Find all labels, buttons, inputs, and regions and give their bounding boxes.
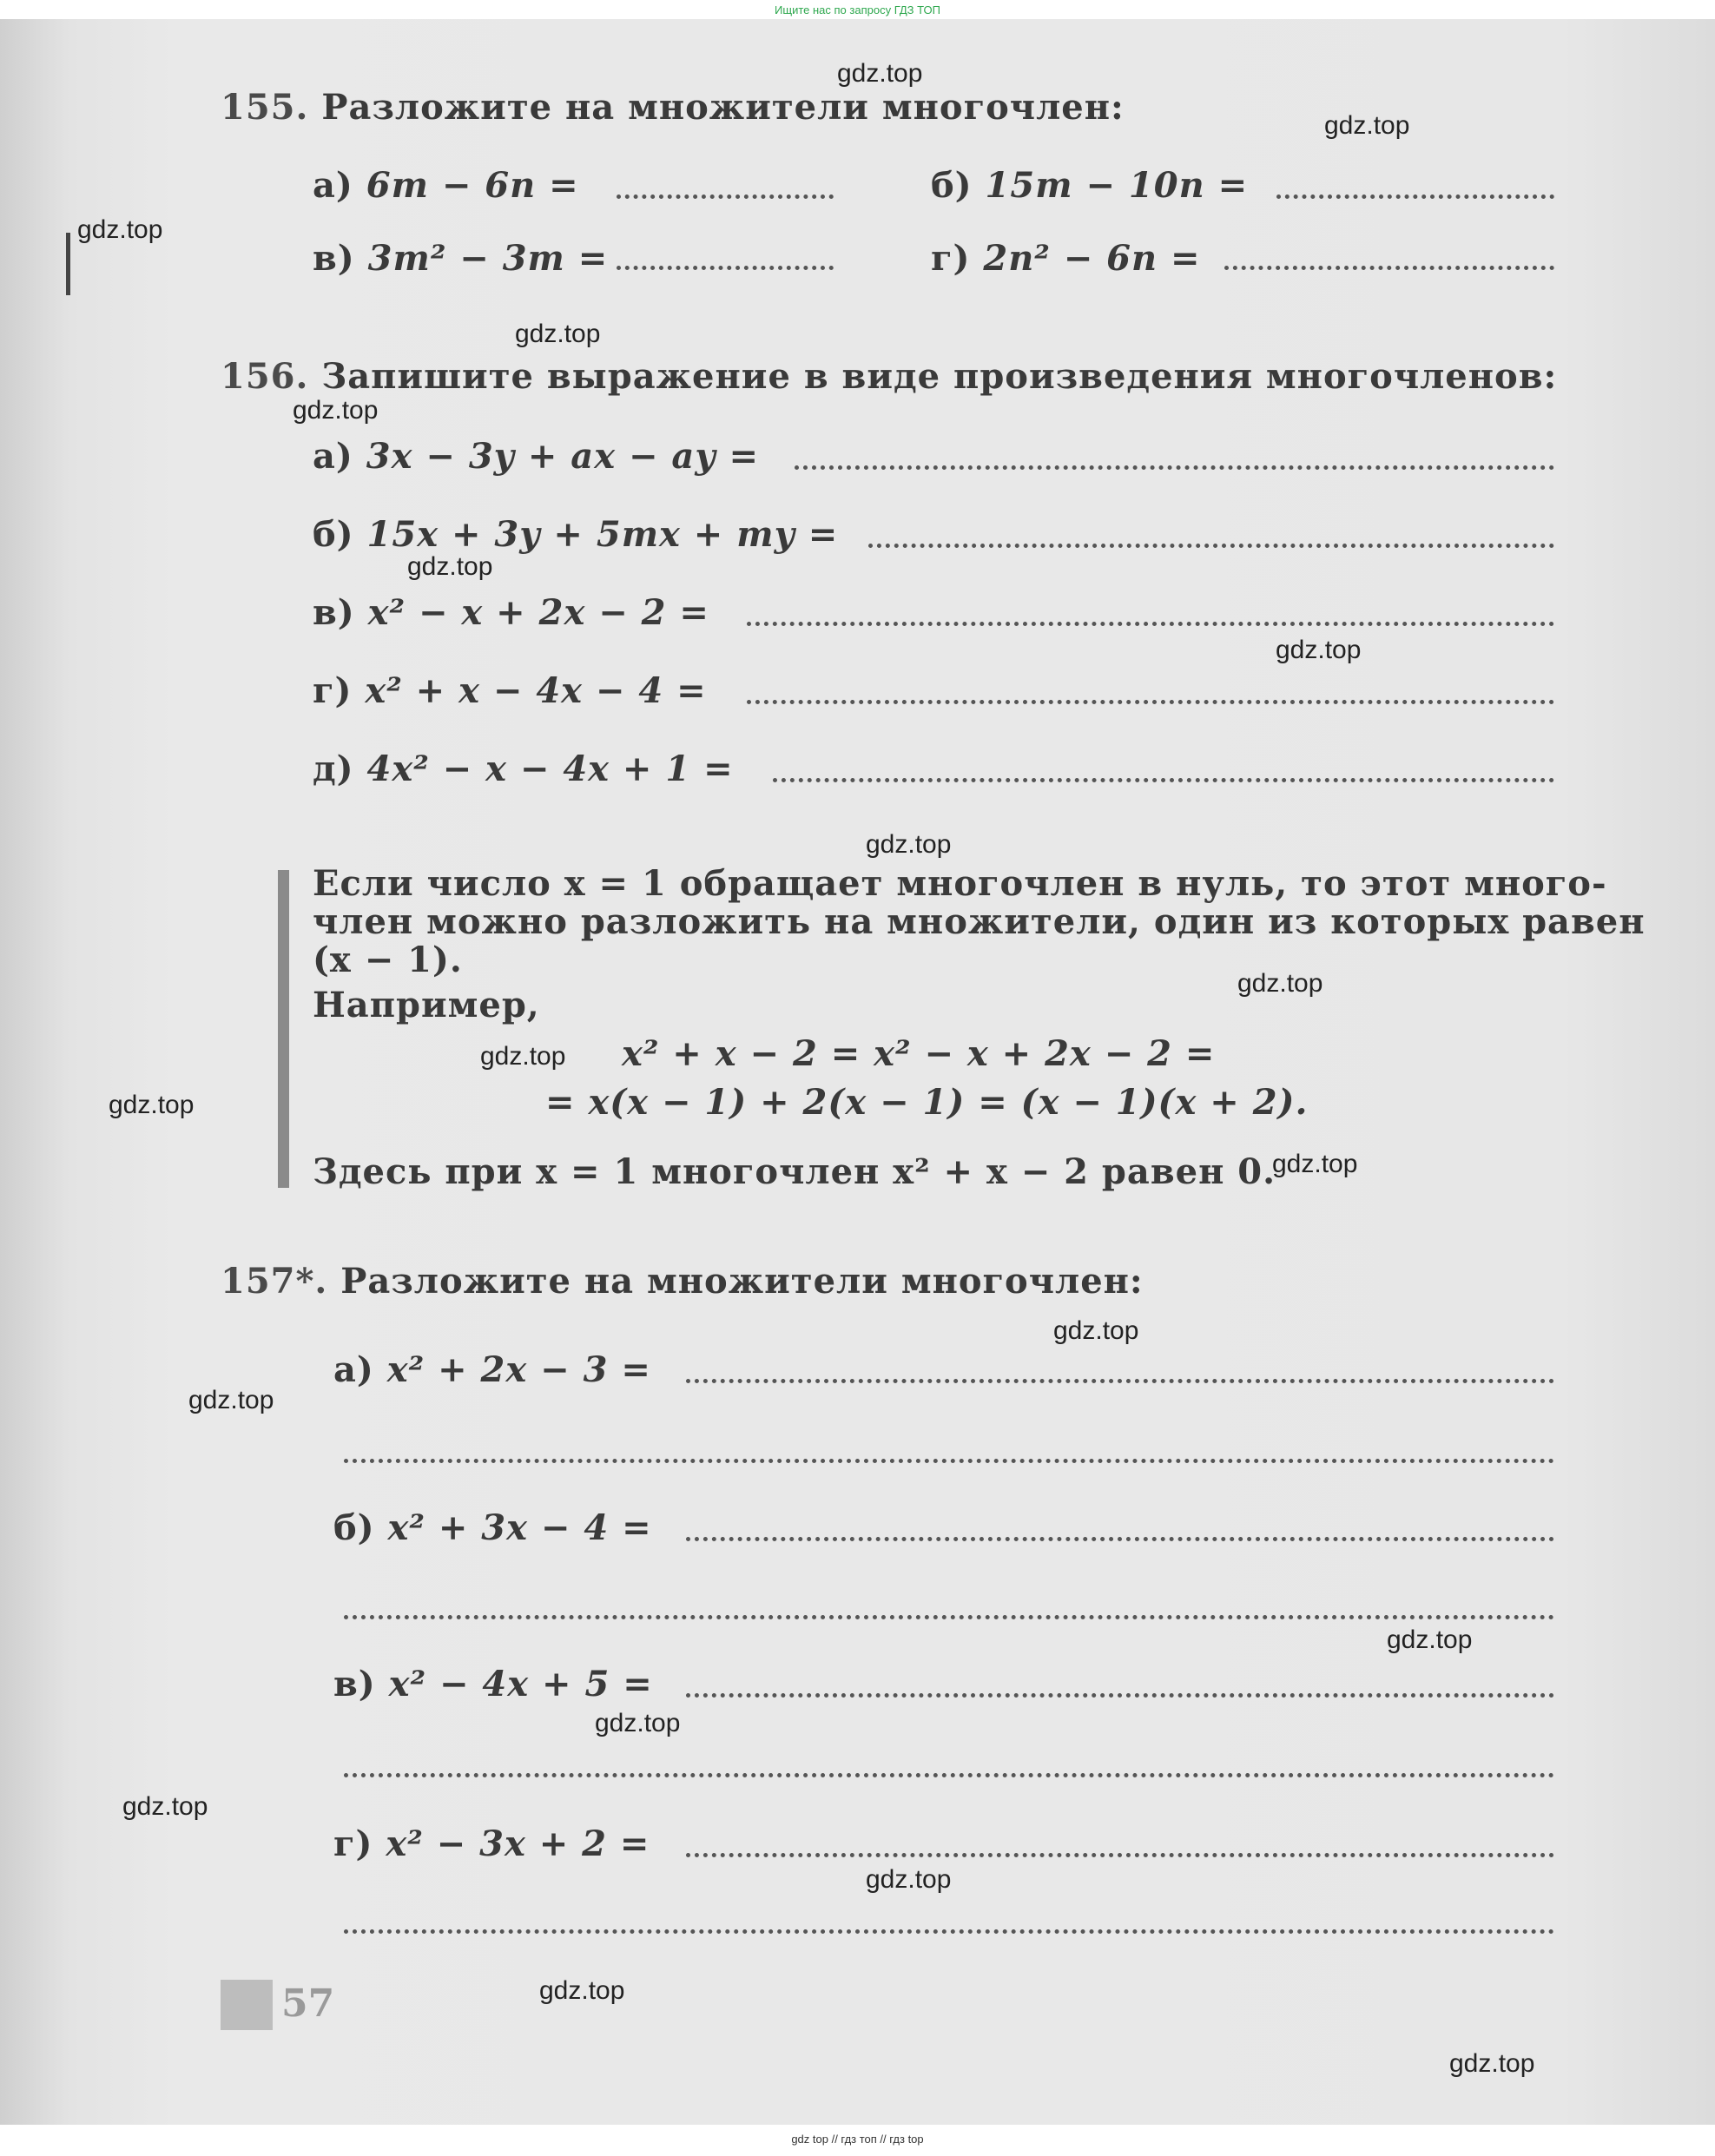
task-155-item-b (931, 165, 1248, 206)
answer-line[interactable] (686, 1537, 1554, 1541)
rule-formula-2: = x(x − 1) + 2(x − 1) = (x − 1)(x + 2). (545, 1082, 1309, 1123)
item-expression: x² − x + 2x − 2 = (367, 592, 709, 633)
rule-line-2: член можно разложить на множители, один из которых равен (313, 901, 1646, 942)
item-expression: 3m² − 3m = (367, 238, 609, 279)
task-155-item-a (313, 165, 579, 206)
watermark: gdz.top (837, 59, 923, 88)
item-label: г) (313, 670, 353, 711)
item-expression: x² − 3x + 2 = (386, 1823, 650, 1864)
watermark: gdz.top (407, 552, 493, 581)
item-label: б) (333, 1507, 375, 1548)
item-expression: 3x − 3y + ax − ay = (366, 436, 760, 477)
task-157-number: 157*. (221, 1261, 328, 1302)
rule-line-1: Если число x = 1 обращает многочлен в нуль, то этот много- (313, 863, 1607, 904)
watermark: gdz.top (109, 1091, 195, 1119)
item-label: б) (931, 165, 973, 206)
watermark: gdz.top (866, 1865, 952, 1894)
watermark: gdz.top (1449, 2049, 1535, 2078)
task-156-item-d (313, 670, 707, 711)
task-156-item-e (313, 748, 734, 789)
answer-line[interactable] (868, 544, 1554, 548)
answer-line[interactable] (686, 1693, 1554, 1698)
task-157-item-c (333, 1664, 653, 1704)
item-label: а) (313, 436, 353, 477)
watermark: gdz.top (1237, 969, 1323, 998)
watermark: gdz.top (1272, 1150, 1358, 1178)
task-156-title: Запишите выражение в виде произведения многочленов: (321, 356, 1558, 397)
task-156-item-c (313, 592, 709, 633)
item-label: б) (313, 514, 354, 555)
rule-line-3: (x − 1). (313, 940, 463, 980)
item-label: в) (313, 238, 355, 279)
answer-line[interactable] (617, 195, 834, 199)
item-label: д) (313, 748, 354, 789)
answer-line[interactable] (344, 1773, 1554, 1777)
item-expression: x² + 3x − 4 = (387, 1507, 652, 1548)
item-expression: x² + x − 4x − 4 = (365, 670, 707, 711)
task-155-title: Разложите на множители многочлен: (321, 87, 1125, 128)
rule-sidebar (278, 870, 289, 1188)
task-156-heading (221, 356, 1557, 397)
rule-example-intro: Например, (313, 985, 540, 1025)
answer-line[interactable] (795, 465, 1554, 470)
rule-formula-1: x² + x − 2 = x² − x + 2x − 2 = (622, 1033, 1216, 1074)
task-156-item-a (313, 436, 759, 477)
page-number: 57 (281, 1981, 335, 2026)
answer-line[interactable] (773, 778, 1554, 782)
answer-line[interactable] (344, 1459, 1554, 1463)
task-157-title: Разложите на множители многочлен: (340, 1261, 1144, 1302)
answer-line[interactable] (344, 1929, 1554, 1934)
item-expression: 15x + 3y + 5mx + my = (366, 514, 839, 555)
answer-line[interactable] (686, 1853, 1554, 1857)
task-157-item-d (333, 1823, 650, 1864)
watermark: gdz.top (595, 1709, 681, 1737)
item-label: г) (333, 1823, 373, 1864)
item-expression: x² − 4x + 5 = (388, 1664, 653, 1704)
task-157-item-a (333, 1349, 651, 1390)
task-156-item-b (313, 514, 838, 555)
task-157-item-b (333, 1507, 652, 1548)
item-expression: 4x² − x − 4x + 1 = (366, 748, 734, 789)
watermark: gdz.top (480, 1042, 566, 1071)
task-157-heading (221, 1261, 1144, 1302)
watermark: gdz.top (1387, 1625, 1473, 1654)
watermark: gdz.top (188, 1386, 274, 1414)
task-156-number: 156. (221, 356, 309, 397)
rule-conclusion: Здесь при x = 1 многочлен x² + x − 2 равен 0. (313, 1151, 1276, 1192)
answer-line[interactable] (1276, 195, 1554, 199)
task-155-item-c (313, 238, 608, 279)
watermark: gdz.top (539, 1976, 625, 2005)
item-label: а) (313, 165, 353, 206)
watermark: gdz.top (1276, 636, 1362, 664)
watermark: gdz.top (293, 396, 379, 425)
watermark: gdz.top (1324, 111, 1410, 140)
answer-line[interactable] (747, 700, 1554, 704)
item-expression: 2n² − 6n = (983, 238, 1201, 279)
item-expression: 15m − 10n = (985, 165, 1249, 206)
search-hint: Ищите нас по запросу ГДЗ ТОП (775, 3, 940, 16)
item-label: а) (333, 1349, 374, 1390)
watermark: gdz.top (1053, 1316, 1139, 1345)
binding-mark (66, 233, 70, 295)
answer-line[interactable] (1224, 266, 1554, 270)
answer-line[interactable] (344, 1615, 1554, 1619)
answer-line[interactable] (747, 622, 1554, 626)
watermark: gdz.top (866, 830, 952, 859)
item-expression: 6m − 6n = (366, 165, 579, 206)
page-number-marker (221, 1980, 273, 2030)
item-label: в) (313, 592, 355, 633)
item-label: г) (931, 238, 971, 279)
answer-line[interactable] (686, 1379, 1554, 1383)
task-155-number: 155. (221, 87, 309, 128)
watermark: gdz.top (77, 215, 163, 244)
item-expression: x² + 2x − 3 = (386, 1349, 651, 1390)
task-155-item-d (931, 238, 1201, 279)
watermark: gdz.top (122, 1792, 208, 1821)
task-155-heading (221, 87, 1125, 128)
answer-line[interactable] (617, 266, 834, 270)
item-label: в) (333, 1664, 376, 1704)
watermark: gdz.top (515, 320, 601, 348)
footer-links: gdz top // гдз топ // гдз top (791, 2133, 924, 2146)
